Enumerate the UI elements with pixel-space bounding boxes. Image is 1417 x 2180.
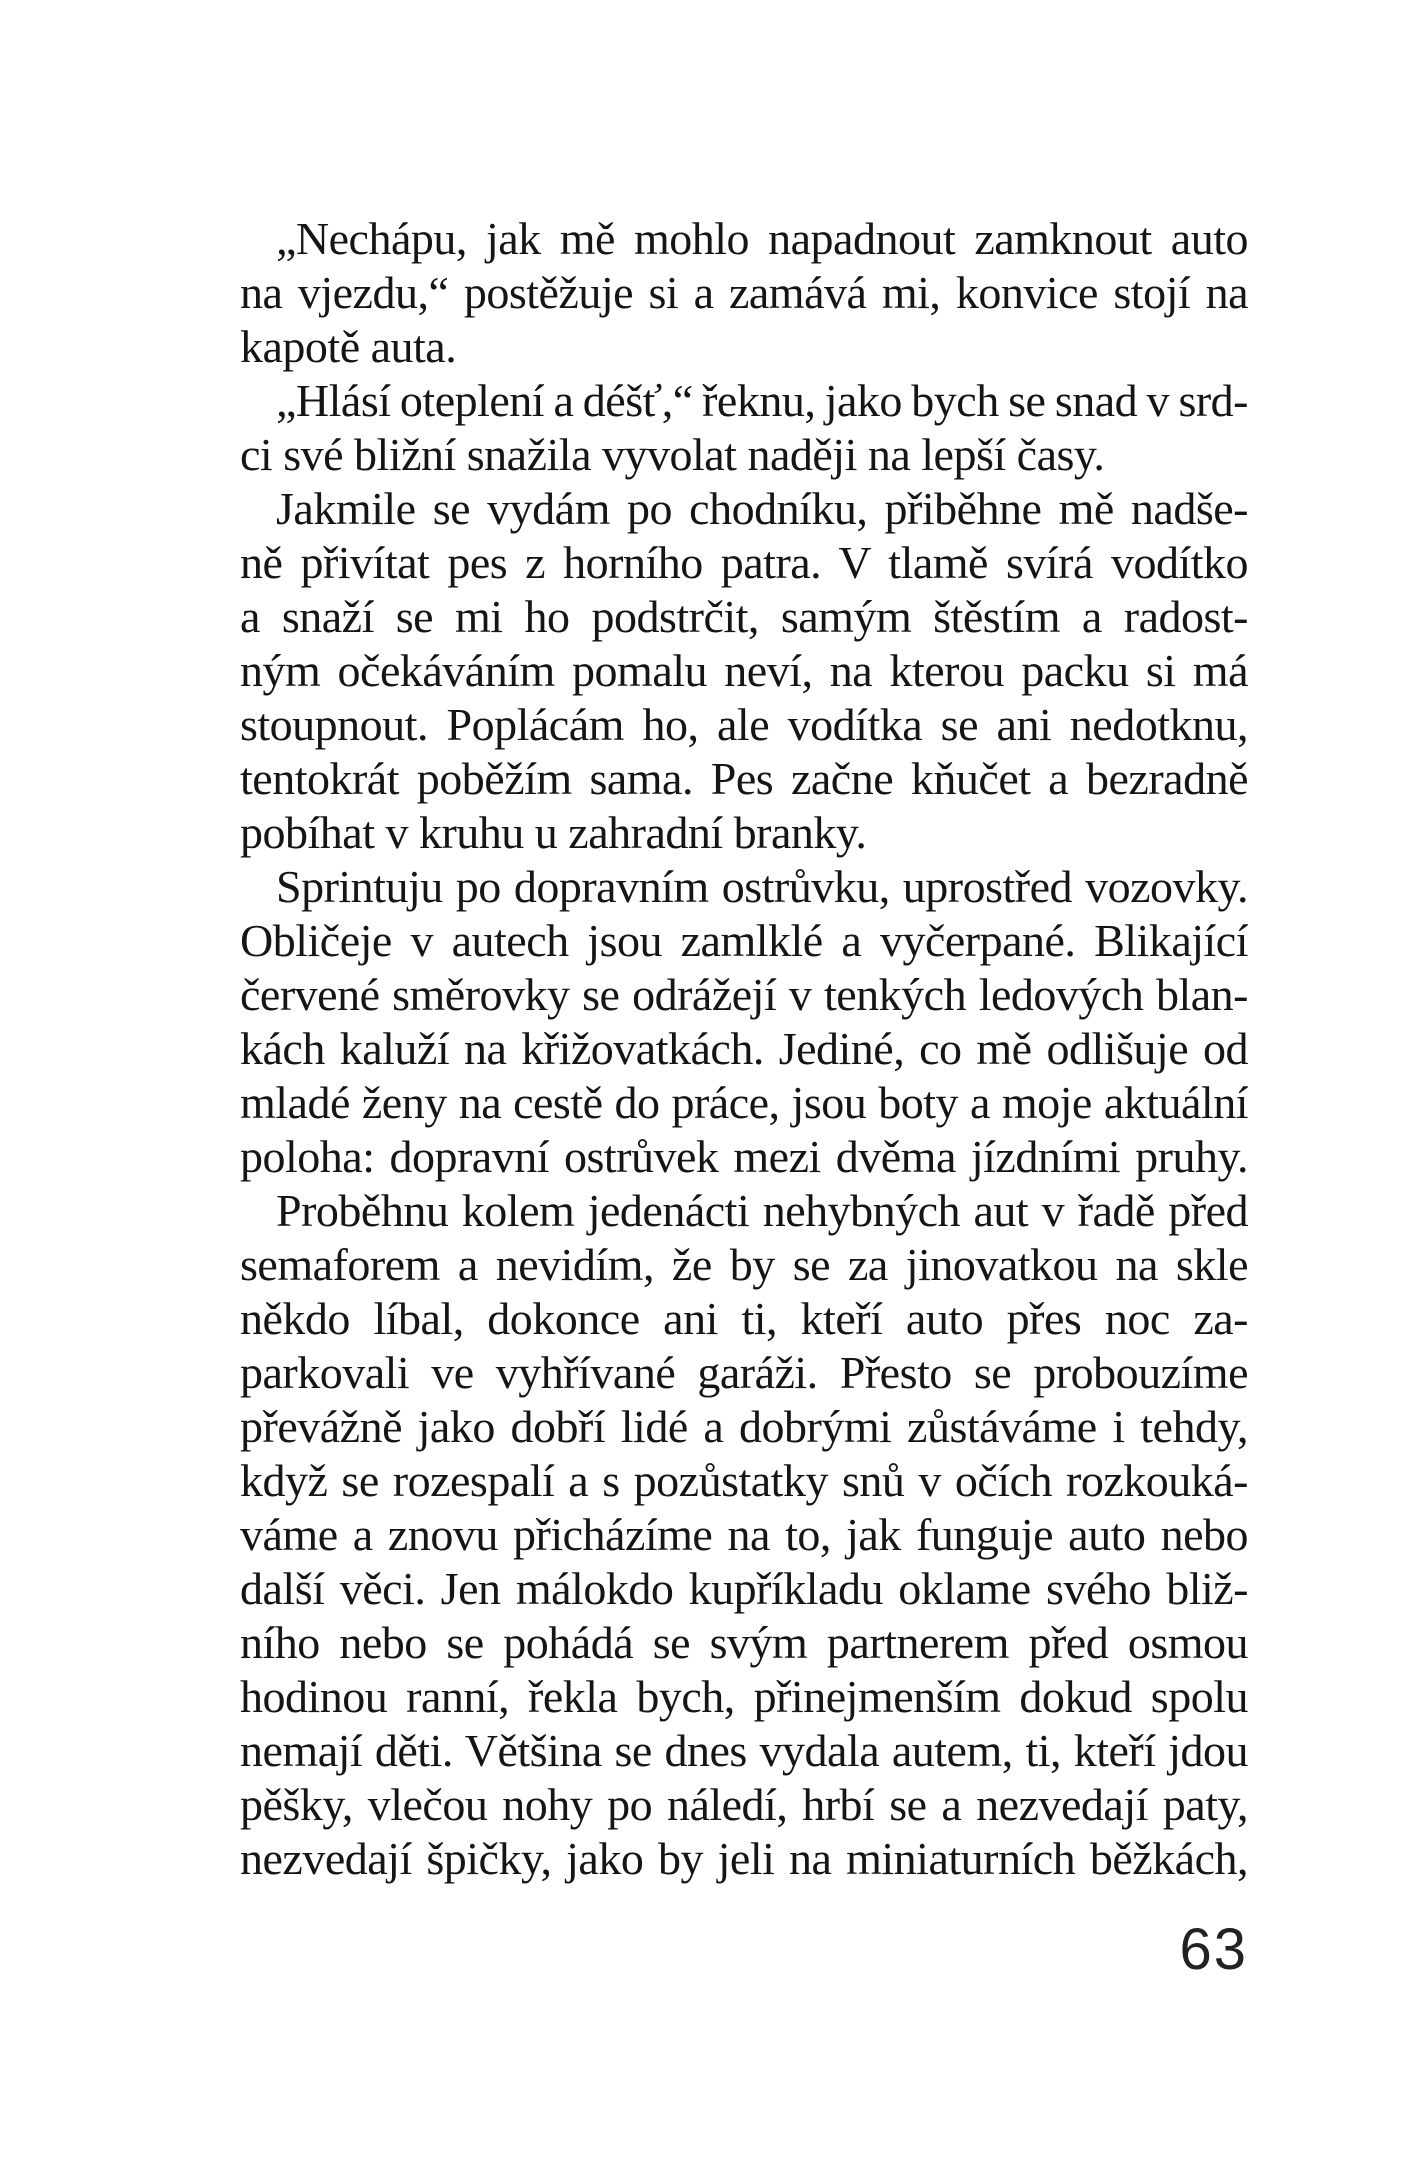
text-line-content: stoupnout. Poplácám ho, ale vodítka se ani nedotknu,	[240, 699, 1248, 750]
text-line	[240, 1454, 1248, 1508]
text-line	[240, 1076, 1248, 1130]
text-line-content: a snaží se mi ho podstrčit, samým štěstím a radost-	[240, 591, 1248, 642]
text-line	[240, 968, 1248, 1022]
text-line-content: pěšky, vlečou nohy po náledí, hrbí se a nezvedají paty,	[240, 1779, 1248, 1830]
text-line-content: „Nechápu, jak mě mohlo napadnout zamknout auto	[276, 213, 1248, 264]
text-line	[240, 1184, 1248, 1238]
text-line	[240, 428, 1248, 482]
text-line	[240, 1724, 1248, 1778]
text-line-content: mladé ženy na cestě do práce, jsou boty a moje aktuální	[240, 1077, 1248, 1128]
text-line-content: Proběhnu kolem jedenácti nehybných aut v řadě před	[276, 1185, 1248, 1236]
text-line-content: Obličeje v autech jsou zamlklé a vyčerpané. Blikající	[240, 915, 1248, 966]
text-line	[240, 1778, 1248, 1832]
text-line-content: Sprintuju po dopravním ostrůvku, uprostřed vozovky.	[276, 861, 1248, 912]
text-line	[240, 860, 1248, 914]
text-line-content: semaforem a nevidím, že by se za jinovatkou na skle	[240, 1239, 1248, 1290]
text-line	[240, 1508, 1248, 1562]
text-line-content: „Hlásí oteplení a déšť,“ řeknu, jako bych se snad v srd-	[276, 375, 1248, 426]
text-line-content: Jakmile se vydám po chodníku, přiběhne mě nadše-	[276, 483, 1248, 534]
text-line	[240, 698, 1248, 752]
text-line	[240, 1292, 1248, 1346]
text-line-content: ným očekáváním pomalu neví, na kterou packu si má	[240, 645, 1248, 696]
text-line-content: ně přivítat pes z horního patra. V tlamě svírá vodítko	[240, 537, 1248, 588]
text-line	[240, 1670, 1248, 1724]
text-line-content: někdo líbal, dokonce ani ti, kteří auto přes noc za-	[240, 1293, 1248, 1344]
text-line	[240, 212, 1248, 266]
text-line	[240, 1616, 1248, 1670]
text-line-content: červené směrovky se odrážejí v tenkých ledových blan-	[240, 969, 1248, 1020]
text-line	[240, 590, 1248, 644]
text-line	[240, 752, 1248, 806]
text-line-content: ního nebo se pohádá se svým partnerem před osmou	[240, 1617, 1248, 1668]
paragraph	[240, 1184, 1248, 1886]
text-line	[240, 1400, 1248, 1454]
text-line	[240, 266, 1248, 320]
text-line	[240, 536, 1248, 590]
text-line-content: nezvedají špičky, jako by jeli na miniaturních běžkách,	[240, 1833, 1248, 1884]
text-block	[240, 212, 1248, 1886]
text-line-content: parkovali ve vyhřívané garáži. Přesto se probouzíme	[240, 1347, 1248, 1398]
paragraph	[240, 212, 1248, 374]
text-line-content: ci své bližní snažila vyvolat naději na lepší časy.	[240, 429, 1105, 480]
text-line	[240, 1238, 1248, 1292]
text-line-content: tentokrát poběžím sama. Pes začne kňučet a bezradně	[240, 753, 1248, 804]
text-line-content: na vjezdu,“ postěžuje si a zamává mi, konvice stojí na	[240, 267, 1248, 318]
text-line	[240, 374, 1248, 428]
text-line-content: nemají děti. Většina se dnes vydala autem, ti, kteří jdou	[240, 1725, 1248, 1776]
paragraph	[240, 374, 1248, 482]
text-line-content: váme a znovu přicházíme na to, jak funguje auto nebo	[240, 1509, 1248, 1560]
text-line-content: kách kaluží na křižovatkách. Jediné, co mě odlišuje od	[240, 1023, 1248, 1074]
paragraph	[240, 482, 1248, 860]
text-line-content: kapotě auta.	[240, 321, 457, 372]
text-line-content: další věci. Jen málokdo kupříkladu oklame svého bliž-	[240, 1563, 1248, 1614]
text-line-content: poloha: dopravní ostrůvek mezi dvěma jízdními pruhy.	[240, 1131, 1248, 1182]
text-line-content: převážně jako dobří lidé a dobrými zůstáváme i tehdy,	[240, 1401, 1248, 1452]
text-line	[240, 1832, 1248, 1886]
text-line	[240, 320, 1248, 374]
text-line-content: hodinou ranní, řekla bych, přinejmenším dokud spolu	[240, 1671, 1248, 1722]
text-line	[240, 806, 1248, 860]
text-line	[240, 1022, 1248, 1076]
text-line	[240, 482, 1248, 536]
text-line	[240, 1562, 1248, 1616]
text-line	[240, 914, 1248, 968]
text-line	[240, 1346, 1248, 1400]
paragraph	[240, 860, 1248, 1184]
text-line	[240, 1130, 1248, 1184]
text-line	[240, 644, 1248, 698]
text-line-content: pobíhat v kruhu u zahradní branky.	[240, 807, 867, 858]
page-number: 63	[1179, 1917, 1248, 1982]
text-line-content: když se rozespalí a s pozůstatky snů v očích rozkouká-	[240, 1455, 1248, 1506]
